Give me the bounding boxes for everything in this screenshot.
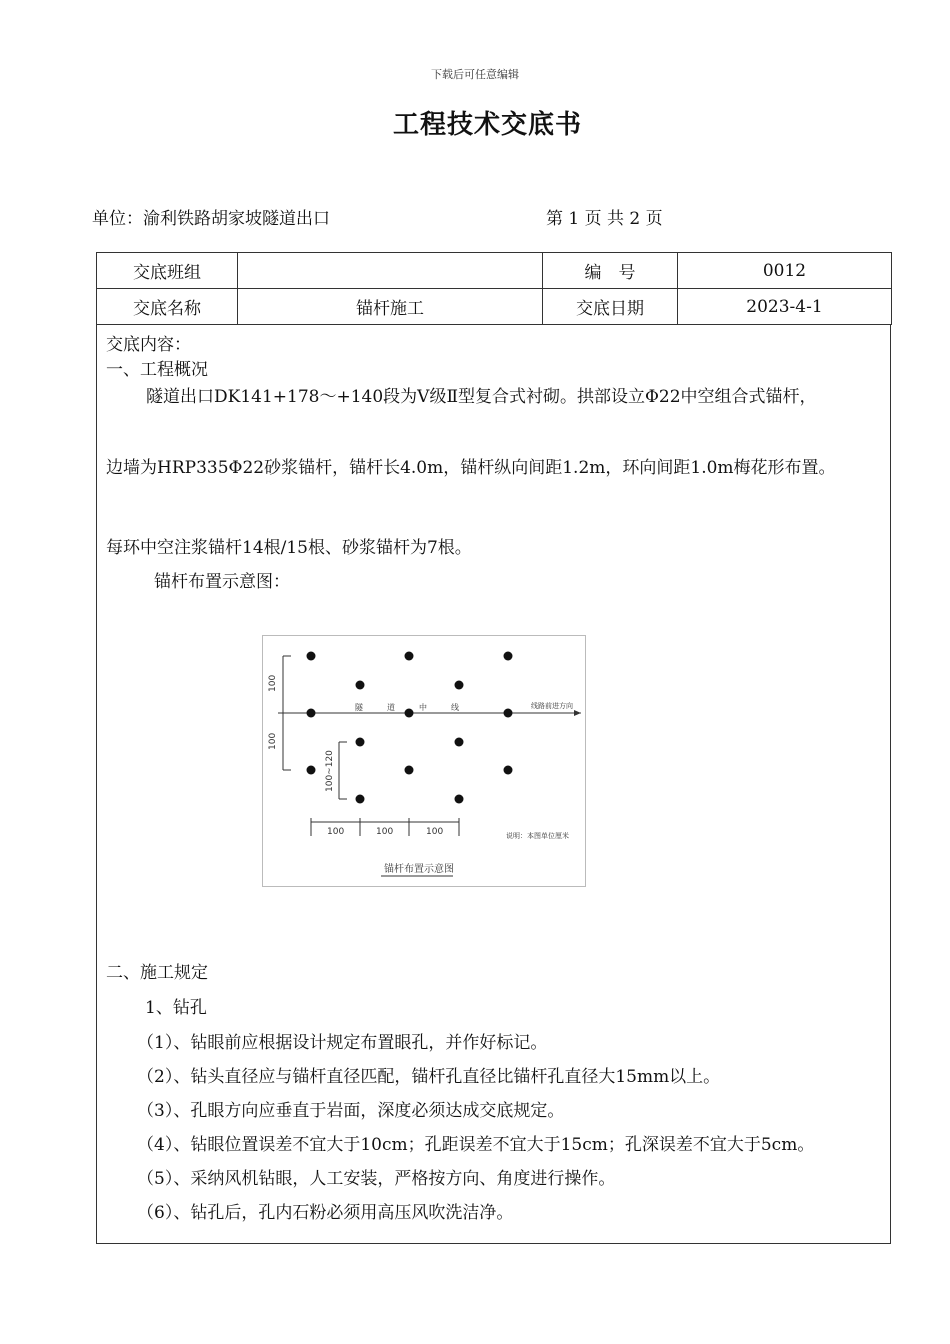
diagram-caption: 锚杆布置示意图 xyxy=(384,864,454,875)
rule-item: （2）、钻头直径应与锚杆直径匹配，锚杆孔直径比锚杆孔直径大15mm以上。 xyxy=(137,1067,721,1087)
rule-item: （1）、钻眼前应根据设计规定布置眼孔，并作好标记。 xyxy=(137,1033,548,1053)
anchor-dot xyxy=(455,681,464,690)
anchor-dot xyxy=(307,766,316,775)
document-title: 工程技术交底书 xyxy=(392,110,582,140)
number-label: 编 号 xyxy=(543,253,678,289)
anchor-dot xyxy=(356,795,365,804)
dim-vertical-2: 100 xyxy=(268,732,278,750)
anchor-dot xyxy=(455,738,464,747)
rule-item: （4）、钻眼位置误差不宜大于10cm；孔距误差不宜大于15cm；孔深误差不宜大于5cm。 xyxy=(137,1135,815,1155)
section1-title: 一、工程概况 xyxy=(106,360,208,380)
anchor-dot xyxy=(356,738,365,747)
dim-vertical-3: 100~120 xyxy=(325,750,335,792)
center-char-3: 中 xyxy=(419,703,427,712)
date-label: 交底日期 xyxy=(543,289,678,325)
section2-title: 二、施工规定 xyxy=(106,963,208,983)
subsection-drilling: 1、钻孔 xyxy=(145,998,207,1018)
paragraph-3: 每环中空注浆锚杆14根/15根、砂浆锚杆为7根。 xyxy=(106,538,472,558)
info-table xyxy=(96,252,892,325)
table-row xyxy=(97,253,892,289)
content-box xyxy=(96,325,891,1244)
dim-horizontal-3: 100 xyxy=(426,827,444,837)
arrow-label: 线路前进方向 xyxy=(531,702,573,710)
anchor-dot xyxy=(455,795,464,804)
anchor-dot xyxy=(405,709,414,718)
center-char-1: 隧 xyxy=(355,703,363,712)
team-value xyxy=(238,253,543,289)
center-char-4: 线 xyxy=(451,703,459,712)
anchor-points xyxy=(307,652,513,804)
team-label: 交底班组 xyxy=(97,253,238,289)
center-char-2: 道 xyxy=(387,703,395,712)
diagram-label: 锚杆布置示意图： xyxy=(154,572,290,592)
dim-horizontal-2: 100 xyxy=(376,827,394,837)
diagram-note: 说明：本图单位厘米 xyxy=(506,832,569,840)
paragraph-2: 边墙为HRP335Φ22砂浆锚杆，锚杆长4.0m，锚杆纵向间距1.2m，环向间距1.0m梅花形布置。 xyxy=(106,458,836,478)
anchor-dot xyxy=(405,652,414,661)
unit-label: 单位：渝利铁路胡家坡隧道出口 xyxy=(92,209,330,229)
date-value: 2023-4-1 xyxy=(678,289,892,325)
rule-item: （5）、采纳风机钻眼，人工安装，严格按方向、角度进行操作。 xyxy=(137,1169,616,1189)
page-info: 第 1 页 共 2 页 xyxy=(546,209,663,229)
rule-item: （6）、钻孔后，孔内石粉必须用高压风吹洗洁净。 xyxy=(137,1203,514,1223)
direction-arrow-icon xyxy=(574,710,581,716)
paragraph-1: 隧道出口DK141+178～+140段为Ⅴ级Ⅱ型复合式衬砌。拱部设立Φ22中空组合式锚杆， xyxy=(146,387,817,407)
anchor-dot xyxy=(307,709,316,718)
dim-horizontal-1: 100 xyxy=(327,827,345,837)
header-note: 下载后可任意编辑 xyxy=(431,68,519,81)
table-row xyxy=(97,289,892,325)
anchor-dot xyxy=(356,681,365,690)
anchor-dot xyxy=(504,652,513,661)
diagram-svg xyxy=(263,636,585,886)
rule-item: （3）、孔眼方向应垂直于岩面，深度必须达成交底规定。 xyxy=(137,1101,565,1121)
anchor-layout-diagram xyxy=(262,635,586,887)
anchor-dot xyxy=(307,652,316,661)
anchor-dot xyxy=(405,766,414,775)
name-value: 锚杆施工 xyxy=(238,289,543,325)
content-heading: 交底内容： xyxy=(106,335,191,355)
number-value: 0012 xyxy=(678,253,892,289)
anchor-dot xyxy=(504,766,513,775)
dim-vertical-1: 100 xyxy=(268,674,278,692)
name-label: 交底名称 xyxy=(97,289,238,325)
anchor-dot xyxy=(504,709,513,718)
